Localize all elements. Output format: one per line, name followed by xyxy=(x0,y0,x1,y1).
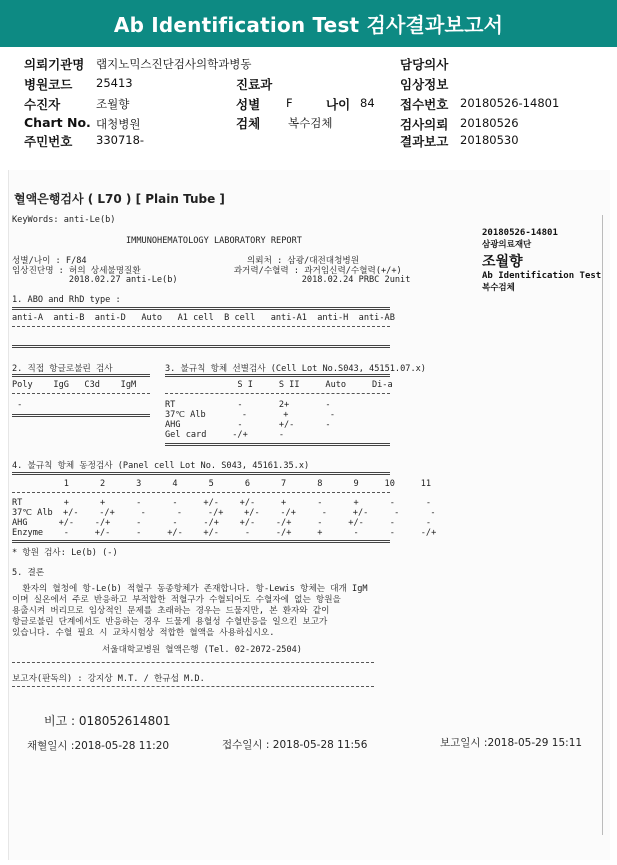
chart-no-label: Chart No. xyxy=(24,115,91,130)
keywords: KeyWords: anti-Le(b) xyxy=(12,215,116,225)
screen-row: Gel card -/+ - xyxy=(165,430,284,440)
info-line-1: 성별/나이 : F/84 의뢰처 : 삼광/대전대청병원 xyxy=(12,256,360,266)
panel-row: Enzyme - +/- - +/- +/- - -/+ + - - -/+ xyxy=(12,528,437,538)
info-line-3: 2018.02.27 anti-Le(b) 2018.02.24 PRBC 2unit xyxy=(12,275,411,285)
divider xyxy=(165,443,390,446)
patient-value: 조월향 xyxy=(96,97,130,111)
dat-values: - xyxy=(12,400,23,410)
specimen-stamp xyxy=(482,228,601,293)
divider xyxy=(12,540,390,543)
divider xyxy=(165,393,390,394)
request-date-value: 20180526 xyxy=(460,116,519,130)
report-date-label: 결과보고 xyxy=(400,134,449,149)
divider xyxy=(12,686,374,687)
report-date-value: 20180530 xyxy=(460,133,519,147)
receipt-no-value: 20180526-14801 xyxy=(460,96,560,110)
conclusion-line: 이며 실온에서 주로 반응하고 부적합한 적혈구가 수혈되어도 수혈자에 없는 항원을 xyxy=(12,595,341,605)
resident-no-value: 330718- xyxy=(96,133,145,147)
screen-row: 37℃ Alb - + - xyxy=(165,410,336,420)
section5-title: 5. 결론 xyxy=(12,568,45,578)
age-value: 84 xyxy=(360,96,375,110)
hospital-code-label: 병원코드 xyxy=(24,77,73,92)
sex-label: 성별 xyxy=(236,97,261,112)
lab-report-title: IMMUNOHEMATOLOGY LABORATORY REPORT xyxy=(126,236,302,246)
divider xyxy=(12,662,374,663)
divider xyxy=(12,326,390,327)
divider xyxy=(12,307,390,310)
report-banner xyxy=(0,0,617,47)
clinical-info-label: 임상정보 xyxy=(400,77,449,92)
reporter: 보고자(판독의) : 강지상 M.T. / 한규섭 M.D. xyxy=(12,674,205,684)
hospital-value: 랩지노믹스진단검사의학과병동 xyxy=(96,57,252,71)
patient-header xyxy=(0,48,617,154)
info-line-2: 임상진단명 : 허의 상세불명질환 과거력/수혈력 : 과거임신력/수혈력(+/+) xyxy=(12,266,402,276)
patient-label: 수진자 xyxy=(24,97,61,112)
hospital-code-value: 25413 xyxy=(96,76,133,90)
divider xyxy=(12,414,150,417)
divider xyxy=(12,492,390,493)
stamp-specimen: 복수검체 xyxy=(482,283,515,293)
doctor-label: 담당의사 xyxy=(400,57,449,72)
conclusion-line: 환자의 혈청에 항-Le(b) 적혈구 동종항체가 존재합니다. 항-Lewis 항체는 대개 IgM xyxy=(12,584,368,594)
panel-row: AHG +/- -/+ - - -/+ +/- -/+ - +/- - - xyxy=(12,518,432,528)
divider xyxy=(12,374,150,377)
receipt-no-label: 접수번호 xyxy=(400,97,449,112)
stamp-number: 20180526-14801 xyxy=(482,228,558,238)
stamp-org: 삼광의료재단 xyxy=(482,240,532,250)
dat-header: Poly IgG C3d IgM xyxy=(12,380,137,390)
request-date-label: 검사의뢰 xyxy=(400,117,449,132)
report-title: Ab Identification Test 검사결과보고서 xyxy=(113,13,504,37)
divider xyxy=(12,393,150,394)
antigen-test: * 항원 검사: Le(b) (-) xyxy=(12,548,118,558)
test-title: 혈액은행검사 ( L70 ) [ Plain Tube ] xyxy=(14,192,225,206)
chart-no-value: 대청병원 xyxy=(96,117,141,131)
conclusion-line: 용출시켜 버리므로 임상적인 문제를 초래하는 경우는 드물지만, 본 환자와 같이 xyxy=(12,606,330,616)
age-label: 나이 xyxy=(326,97,351,112)
section2-title: 2. 직접 항글로불린 검사 xyxy=(12,364,113,374)
screen-row: RT - 2+ - xyxy=(165,400,331,410)
received-time: 접수일시 : 2018-05-28 11:56 xyxy=(222,739,368,751)
collected-time: 채혈일시 :2018-05-28 11:20 xyxy=(27,740,170,752)
resident-no-label: 주민번호 xyxy=(24,134,73,149)
panel-row: RT + + - - +/- +/- + - + - - xyxy=(12,498,432,508)
reported-time: 보고일시 :2018-05-29 15:11 xyxy=(440,737,583,749)
panel-row: 37℃ Alb +/- -/+ - - -/+ +/- -/+ - +/- - - xyxy=(12,508,436,518)
divider xyxy=(12,472,390,475)
section4-title: 4. 불규칙 항체 동정검사 (Panel cell Lot No. S043, 45161.35.x) xyxy=(12,461,310,471)
blood-bank: 서울대학교병원 혈액은행 (Tel. 02-2072-2504) xyxy=(102,645,302,655)
remark: 비고 : 018052614801 xyxy=(44,714,171,728)
specimen-value: 복수검체 xyxy=(288,116,333,130)
hospital-label: 의뢰기관명 xyxy=(24,57,85,72)
department-label: 진료과 xyxy=(236,77,273,92)
divider xyxy=(12,345,390,348)
abo-header: anti-A anti-B anti-D Auto A1 cell B cell anti-A1 anti-H anti-AB xyxy=(12,313,395,323)
conclusion-line: 있습니다. 수혈 필요 시 교차시험상 적합한 혈액을 사용하십시오. xyxy=(12,628,275,638)
section1-title: 1. ABO and RhD type : xyxy=(12,295,121,305)
panel-header: 1 2 3 4 5 6 7 8 9 10 11 xyxy=(12,479,432,489)
specimen-label: 검체 xyxy=(236,116,261,131)
sheet-edge xyxy=(602,215,603,835)
conclusion-line: 항글로불린 단계에서도 반응하는 경우 드물게 용혈성 수혈반응을 일으킨 보고가 xyxy=(12,617,328,627)
sex-value: F xyxy=(286,96,293,110)
stamp-test: Ab Identification Test xyxy=(482,271,602,281)
screen-header: S I S II Auto Di-a xyxy=(165,380,393,390)
stamp-name: 조월향 xyxy=(482,254,523,270)
screen-row: AHG - +/- - xyxy=(165,420,331,430)
divider xyxy=(165,374,390,377)
section3-title: 3. 불규칙 항체 선별검사 (Cell Lot No.S043, 45151.07.x) xyxy=(165,364,426,374)
